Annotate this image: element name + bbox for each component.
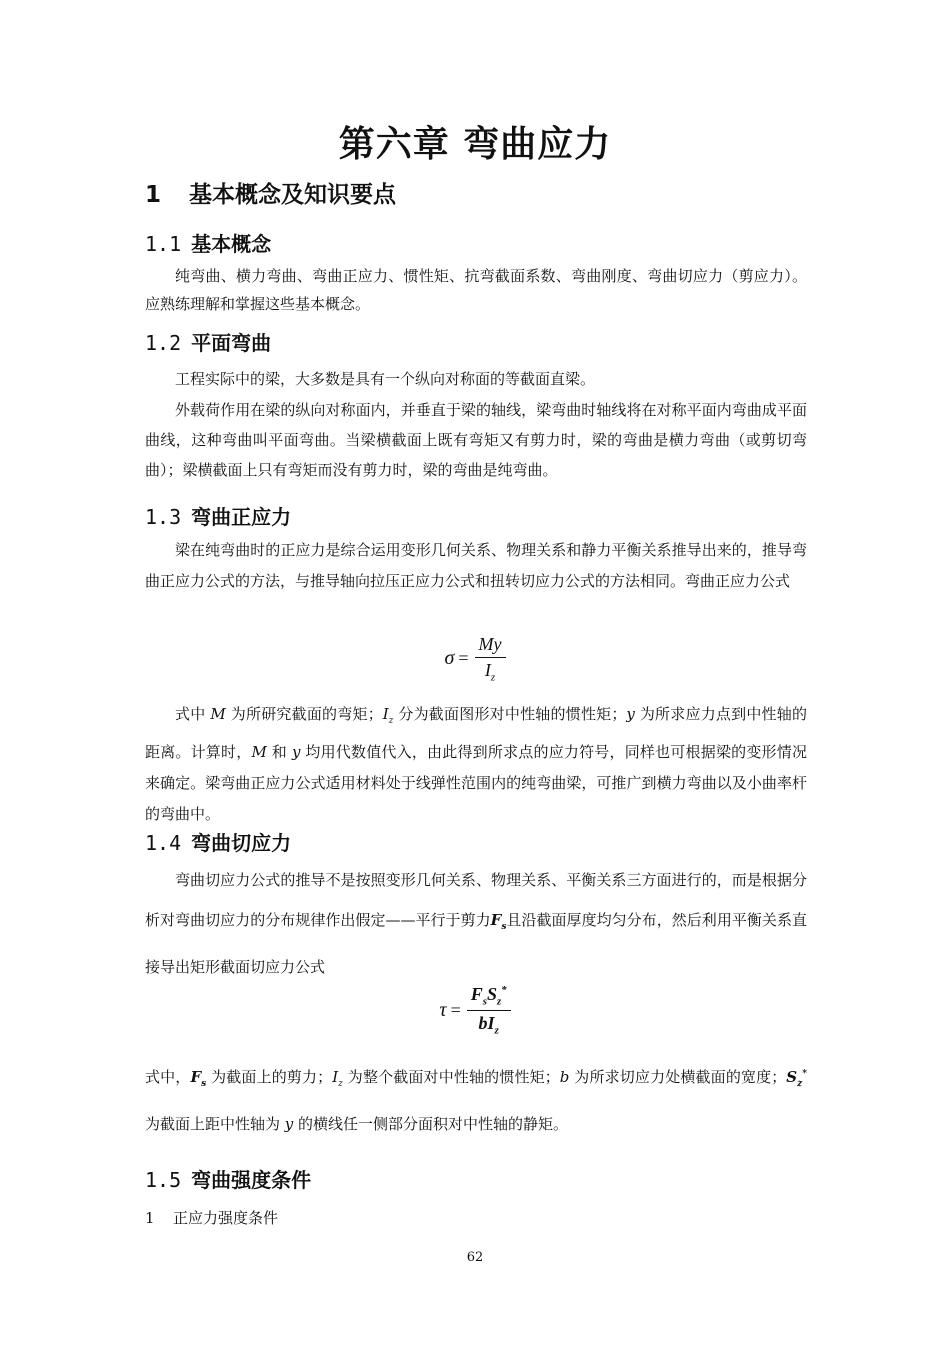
subsection-number: 1.3 bbox=[145, 505, 182, 529]
subsection-heading-1-1 bbox=[145, 228, 271, 257]
list-item-number: 1 bbox=[145, 1209, 155, 1227]
subsection-number: 1.5 bbox=[145, 1168, 182, 1192]
subsection-title: 弯曲正应力 bbox=[191, 505, 292, 529]
section-number: 1 bbox=[145, 182, 162, 208]
formula-fraction bbox=[475, 634, 506, 684]
formula-shear-stress bbox=[0, 984, 950, 1036]
paragraph-shear-stress: 弯曲切应力公式的推导不是按照变形几何关系、物理关系、平衡关系三方面进行的，而是根据分析对弯曲切应力的分布规律作出假定——平行于剪力$F_s$且沿截面厚度均匀分布，然后利用平衡关系直接导出矩形截面切应力公式 bbox=[145, 871, 807, 976]
formula-tau: τ bbox=[439, 998, 447, 1021]
paragraph-normal-stress-notes: 式中 M 为所研究截面的弯矩；$I_z$ 分为截面图形对中性轴的惯性矩；y 为所求应力点到中性轴的距离。计算时，M 和 y 均用代数值代入，由此得到所求点的应力符号，同样也可根据梁的变形情况来确定。梁弯曲正应力公式适用材料处于线弹性范围内的纯弯曲梁，可推广到横力弯曲以及小曲率杆的弯曲中。 bbox=[145, 705, 807, 823]
paragraph-normal-stress: 梁在纯弯曲时的正应力是综合运用变形几何关系、物理关系和静力平衡关系推导出来的，推导弯曲正应力公式的方法，与推导轴向拉压正应力公式和扭转切应力公式的方法相同。弯曲正应力公式 bbox=[145, 541, 807, 590]
paragraph-basic-concepts: 纯弯曲、横力弯曲、弯曲正应力、惯性矩、抗弯截面系数、弯曲刚度、弯曲切应力（剪应力）。应熟练理解和掌握这些基本概念。 bbox=[145, 267, 807, 313]
subsection-heading-1-3 bbox=[145, 501, 291, 530]
formula-equals: = bbox=[458, 648, 469, 669]
subsection-title: 弯曲强度条件 bbox=[191, 1168, 312, 1192]
formula-numerator: $F_sS_z^*$ bbox=[467, 984, 511, 1011]
paragraph-shear-stress-notes: 式中，$F_s$ 为截面上的剪力；$I_z$ 为整个截面对中性轴的惯性矩；b 为所求切应力处横截面的宽度；$S_z^*$ 为截面上距中性轴为 y 的横线任一侧部分面积对中性轴的静矩。 bbox=[145, 1068, 807, 1133]
list-item-normal-stress-condition bbox=[145, 1207, 278, 1228]
formula-fraction bbox=[467, 984, 511, 1036]
formula-equals: = bbox=[450, 999, 461, 1020]
paragraph-beam-intro: 工程实际中的梁，大多数是具有一个纵向对称面的等截面直梁。 bbox=[175, 370, 596, 388]
subsection-title: 弯曲切应力 bbox=[191, 831, 292, 855]
list-item-text: 正应力强度条件 bbox=[173, 1209, 279, 1227]
subsection-number: 1.2 bbox=[145, 331, 182, 355]
formula-sigma: σ bbox=[444, 647, 455, 670]
chapter-title: 第六章 弯曲应力 bbox=[338, 124, 612, 165]
section-heading-1 bbox=[145, 176, 396, 209]
subsection-title: 平面弯曲 bbox=[191, 331, 272, 355]
subsection-title: 基本概念 bbox=[191, 232, 272, 256]
subsection-heading-1-2 bbox=[145, 327, 271, 356]
subsection-heading-1-5 bbox=[145, 1164, 311, 1193]
formula-numerator: My bbox=[475, 634, 506, 658]
section-title: 基本概念及知识要点 bbox=[189, 182, 396, 208]
paragraph-plane-bending: 外载荷作用在梁的纵向对称面内，并垂直于梁的轴线，梁弯曲时轴线将在对称平面内弯曲成平面曲线，这种弯曲叫平面弯曲。当梁横截面上既有弯矩又有剪力时，梁的弯曲是横力弯曲（或剪切弯曲）；梁横截面上只有弯矩而没有剪力时，梁的弯曲是纯弯曲。 bbox=[145, 401, 807, 479]
formula-denominator: $bI_z$ bbox=[478, 1012, 499, 1037]
page-number: 62 bbox=[466, 1250, 484, 1265]
formula-normal-stress bbox=[0, 634, 950, 684]
subsection-heading-1-4 bbox=[145, 827, 291, 856]
formula-denominator: $I_z$ bbox=[484, 660, 496, 684]
subsection-number: 1.4 bbox=[145, 831, 182, 855]
subsection-number: 1.1 bbox=[145, 232, 182, 256]
